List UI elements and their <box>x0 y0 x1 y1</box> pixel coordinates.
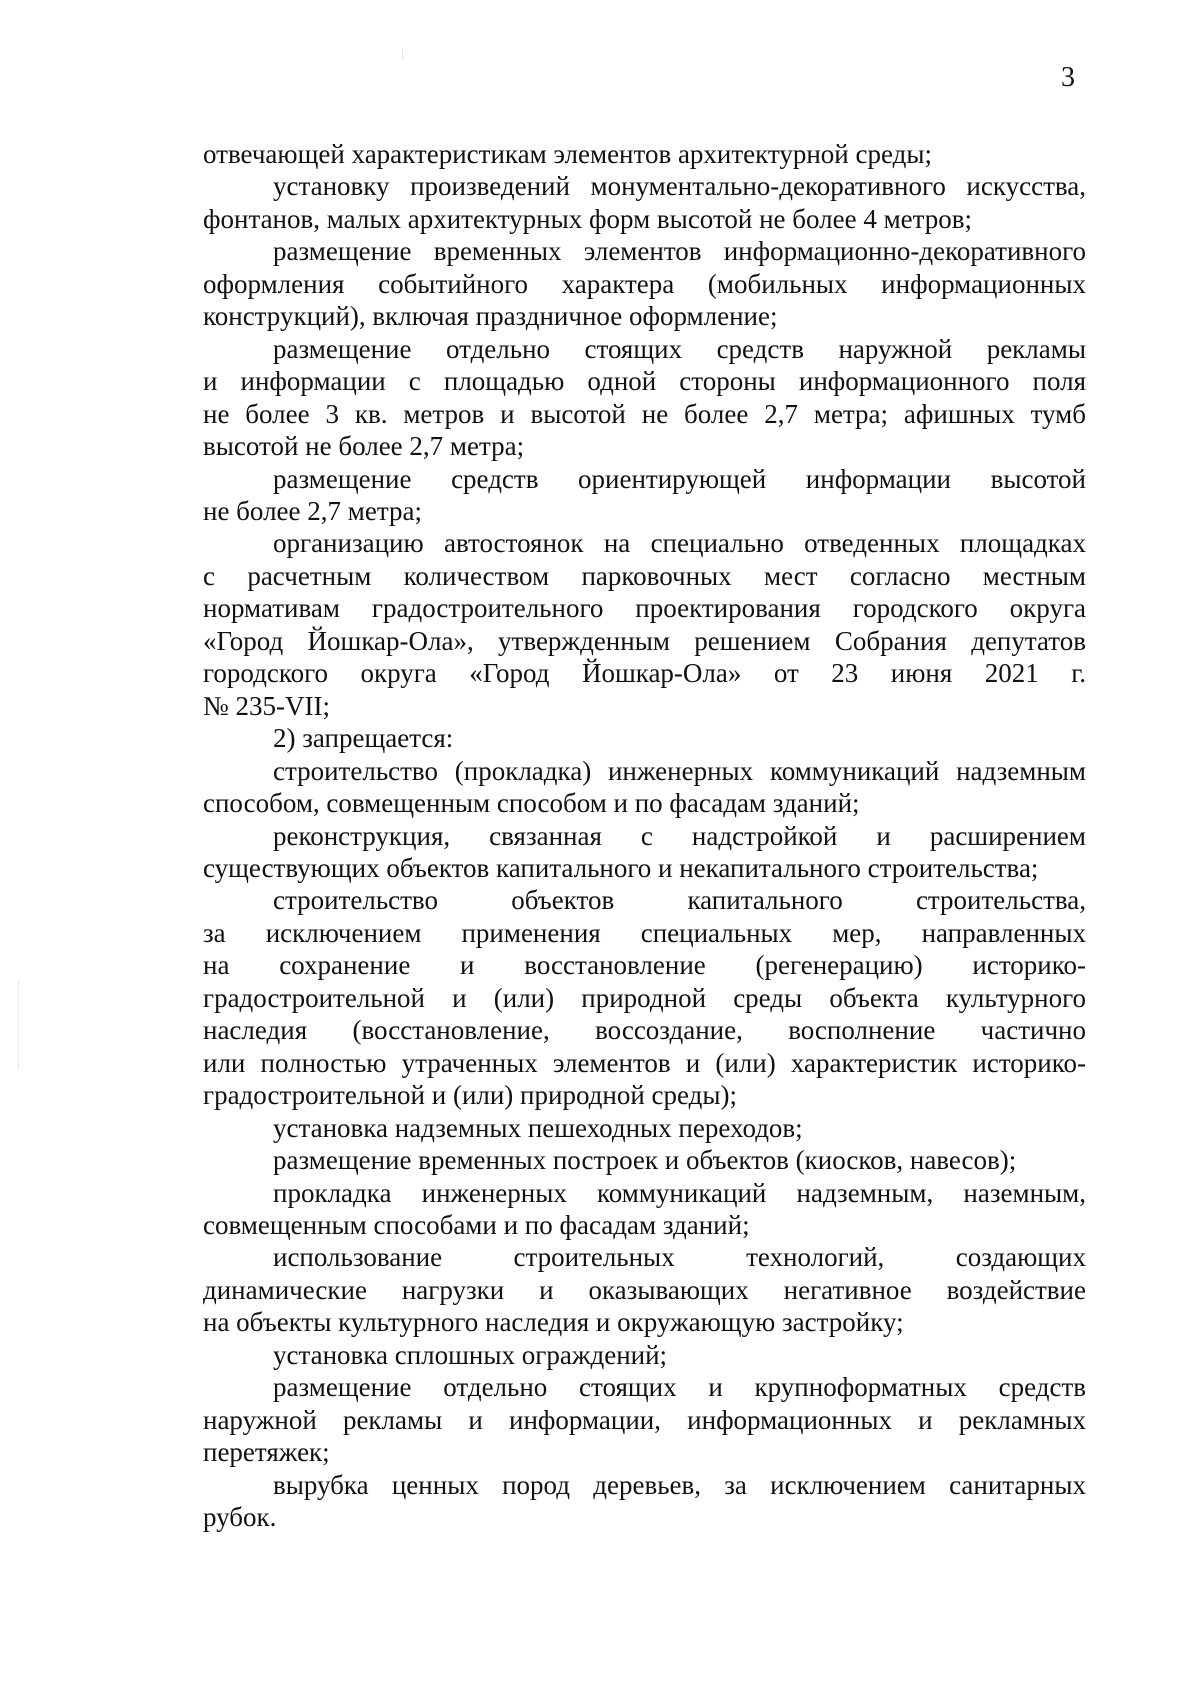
text-line: совмещенным способами и по фасадам зданий; <box>203 1209 750 1240</box>
text-line: наследия (восстановление, воссоздание, восполнение частично <box>203 1015 1086 1046</box>
paragraph <box>203 527 1086 722</box>
text-line: конструкций), включая праздничное оформление; <box>203 301 778 332</box>
text-line: 2) запрещается: <box>273 723 454 754</box>
text-line: способом, совмещенным способом и по фасадам зданий; <box>203 788 860 819</box>
text-line: градостроительной и (или) природной среды); <box>203 1080 738 1111</box>
text-line: размещение временных элементов информационно-декоративного <box>273 236 1086 267</box>
text-line: за исключением применения специальных мер, направленных <box>203 917 1086 948</box>
paragraph <box>203 755 1086 820</box>
text-line: использование строительных технологий, создающих <box>273 1242 1086 1273</box>
document-body <box>203 138 1086 1533</box>
text-line: установка сплошных ограждений; <box>273 1339 668 1370</box>
paragraph <box>203 1144 1086 1176</box>
paragraph <box>203 1112 1086 1144</box>
paragraph <box>203 884 1086 1111</box>
paragraph <box>203 235 1086 332</box>
text-line: существующих объектов капитального и некапитального строительства; <box>203 852 1039 883</box>
text-line: не более 3 кв. метров и высотой не более 2,7 метра; афишных тумб <box>203 398 1086 429</box>
paragraph <box>203 1339 1086 1371</box>
text-line: перетяжек; <box>203 1437 330 1468</box>
text-line: не более 2,7 метра; <box>203 495 422 526</box>
paragraph <box>203 1177 1086 1242</box>
paragraph <box>203 170 1086 235</box>
paragraph <box>203 1371 1086 1468</box>
paragraph <box>203 1469 1086 1534</box>
paragraph <box>203 333 1086 463</box>
text-line: нормативам градостроительного проектирования городского округа <box>203 593 1086 624</box>
text-line: и информации с площадью одной стороны информационного поля <box>203 366 1086 397</box>
paragraph <box>203 820 1086 885</box>
text-line: отвечающей характеристикам элементов архитектурной среды; <box>203 139 932 169</box>
text-line: на объекты культурного наследия и окружающую застройку; <box>203 1307 904 1338</box>
text-line: вырубка ценных пород деревьев, за исключением санитарных <box>273 1469 1086 1500</box>
paragraph <box>203 138 1086 170</box>
text-line: динамические нагрузки и оказывающих негативное воздействие <box>203 1274 1086 1305</box>
page-number: 3 <box>1061 62 1075 93</box>
scan-artifact <box>18 980 19 1070</box>
text-line: размещение отдельно стоящих и крупноформатных средств <box>273 1372 1086 1403</box>
text-line: на сохранение и восстановление (регенерацию) историко- <box>203 950 1086 981</box>
text-line: организацию автостоянок на специально отведенных площадках <box>273 528 1086 559</box>
text-line: установка надземных пешеходных переходов; <box>273 1112 803 1143</box>
text-line: строительство объектов капитального строительства, <box>273 885 1086 916</box>
text-line: градостроительной и (или) природной среды объекта культурного <box>203 982 1086 1013</box>
text-line: оформления событийного характера (мобильных информационных <box>203 268 1086 299</box>
text-line: строительство (прокладка) инженерных коммуникаций надземным <box>273 755 1086 786</box>
text-line: реконструкция, связанная с надстройкой и расширением <box>273 820 1086 851</box>
text-line: прокладка инженерных коммуникаций надземным, наземным, <box>273 1177 1086 1208</box>
paragraph <box>203 1241 1086 1338</box>
text-line: размещение временных построек и объектов (киосков, навесов); <box>273 1145 1017 1176</box>
paragraph <box>203 463 1086 528</box>
text-line: размещение отдельно стоящих средств наружной рекламы <box>273 333 1086 364</box>
text-line: установку произведений монументально-декоративного искусства, <box>273 171 1086 202</box>
text-line: фонтанов, малых архитектурных форм высотой не более 4 метров; <box>203 203 973 234</box>
text-line: № 235-VII; <box>203 690 330 721</box>
text-line: «Город Йошкар-Ола», утвержденным решением Собрания депутатов <box>203 625 1086 656</box>
paragraph <box>203 722 1086 754</box>
text-line: наружной рекламы и информации, информационных и рекламных <box>203 1404 1086 1435</box>
text-line: размещение средств ориентирующей информации высотой <box>273 463 1086 494</box>
text-line: или полностью утраченных элементов и (или) характеристик историко- <box>203 1047 1086 1078</box>
text-line: городского округа «Город Йошкар-Ола» от 23 июня 2021 г. <box>203 658 1086 689</box>
text-line: высотой не более 2,7 метра; <box>203 431 525 462</box>
text-line: рубок. <box>203 1502 277 1533</box>
text-line: с расчетным количеством парковочных мест согласно местным <box>203 560 1086 591</box>
scan-artifact <box>402 48 403 60</box>
